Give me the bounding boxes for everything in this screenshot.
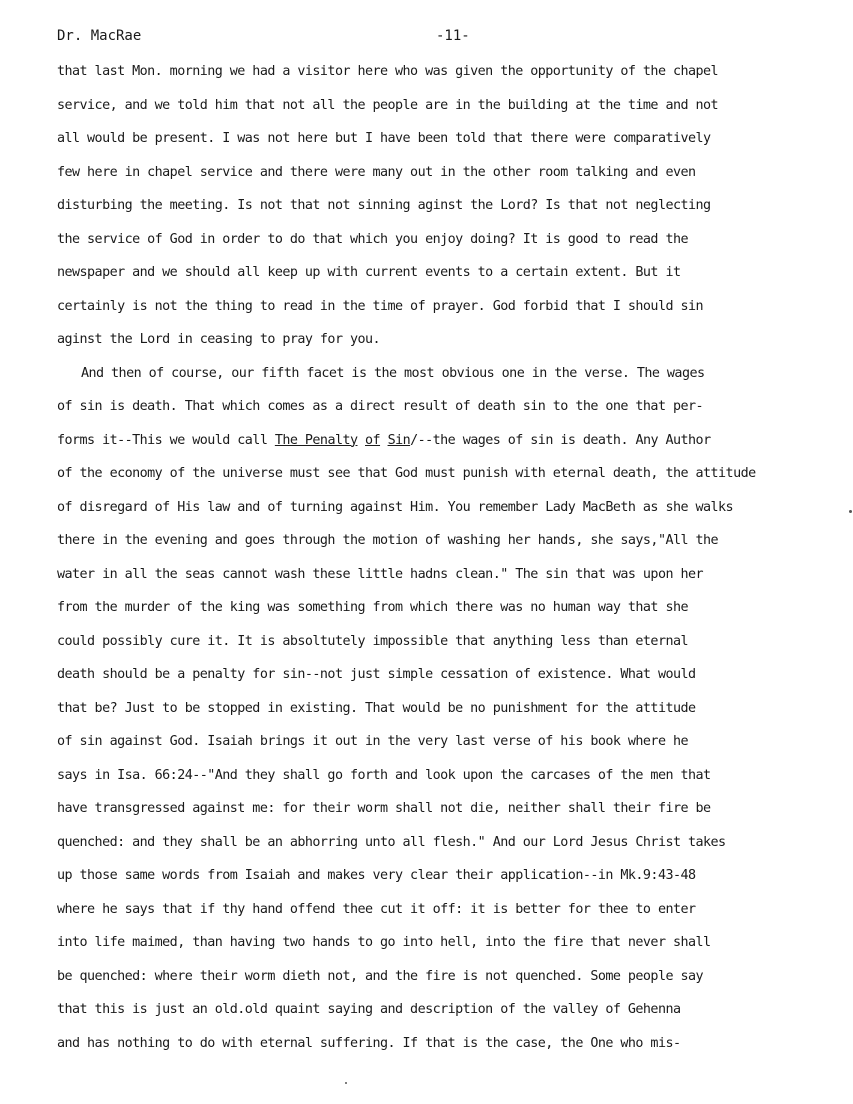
paragraph-start-line: And then of course, our fifth facet is the most obvious one in the verse. The wages — [81, 365, 705, 381]
body-text — [57, 62, 847, 1067]
text-line: service, and we told him that not all the people are in the building at the time and not — [57, 97, 719, 113]
text-line: into life maimed, than having two hands to go into hell, into the fire that never shall — [57, 935, 711, 950]
text-fragment — [358, 433, 366, 448]
text-line: have transgressed against me: for their worm shall not die, neither shall their fire be — [57, 801, 711, 816]
text-line: few here in chapel service and there were many out in the other room talking and even — [57, 164, 696, 180]
text-line: where he says that if thy hand offend thee cut it off: it is better for thee to enter — [57, 901, 696, 917]
text-line: of the economy of the universe must see that God must punish with eternal death, the attitude — [57, 466, 756, 481]
text-line: aginst the Lord in ceasing to pray for you. — [57, 332, 381, 347]
text-line: of sin is death. That which comes as a direct result of death sin to the one that per- — [57, 399, 704, 414]
text-line: water in all the seas cannot wash these little hadns clean." The sin that was upon her — [57, 566, 704, 582]
underlined-phrase: of — [365, 432, 381, 448]
paper-speck — [345, 1082, 347, 1084]
text-line: from the murder of the king was something from which there was no human way that she — [57, 600, 688, 615]
text-line: says in Isa. 66:24--"And they shall go forth and look upon the carcases of the men that — [57, 767, 711, 783]
text-fragment: forms it--This we would call — [57, 432, 275, 448]
text-line: up those same words from Isaiah and makes very clear their application--in Mk.9:43-48 — [57, 868, 696, 883]
text-line: quenched: and they shall be an abhorring unto all flesh." And our Lord Jesus Christ takes — [57, 834, 726, 850]
underlined-phrase: Sin — [387, 432, 411, 448]
text-line: disturbing the meeting. Is not that not sinning aginst the Lord? Is that not neglecting — [57, 198, 711, 213]
text-line: there in the evening and goes through the motion of washing her hands, she says,"All the — [57, 533, 719, 548]
text-line: newspaper and we should all keep up with current events to a certain extent. But it — [57, 265, 681, 280]
text-line: could possibly cure it. It is absoltutely impossible that anything less than eternal — [57, 633, 688, 649]
text-fragment: /--the wages of sin is death. Any Author — [410, 432, 711, 448]
text-line: all would be present. I was not here but I have been told that there were comparatively — [57, 131, 711, 146]
paper-speck — [849, 510, 852, 513]
page-number: -11- — [436, 28, 470, 44]
text-line: be quenched: where their worm dieth not, and the fire is not quenched. Some people say — [57, 968, 704, 984]
text-line: of sin against God. Isaiah brings it out in the very last verse of his book where he — [57, 734, 688, 749]
text-line: and has nothing to do with eternal suffering. If that is the case, the One who mis- — [57, 1035, 681, 1051]
text-line: that last Mon. morning we had a visitor here who was given the opportunity of the chapel — [57, 64, 719, 79]
text-line: certainly is not the thing to read in the time of prayer. God forbid that I should sin — [57, 298, 704, 314]
text-line: that this is just an old.old quaint saying and description of the valley of Gehenna — [57, 1002, 681, 1017]
header-author: Dr. MacRae — [57, 28, 142, 44]
underlined-phrase: The Penalty — [274, 432, 358, 448]
text-line: that be? Just to be stopped in existing. That would be no punishment for the attitude — [57, 700, 696, 716]
text-line-with-underline — [57, 431, 847, 465]
text-line: of disregard of His law and of turning against Him. You remember Lady MacBeth as she walks — [57, 499, 734, 515]
text-fragment — [380, 433, 388, 448]
text-line: death should be a penalty for sin--not just simple cessation of existence. What would — [57, 667, 696, 682]
text-line: the service of God in order to do that which you enjoy doing? It is good to read the — [57, 231, 688, 247]
